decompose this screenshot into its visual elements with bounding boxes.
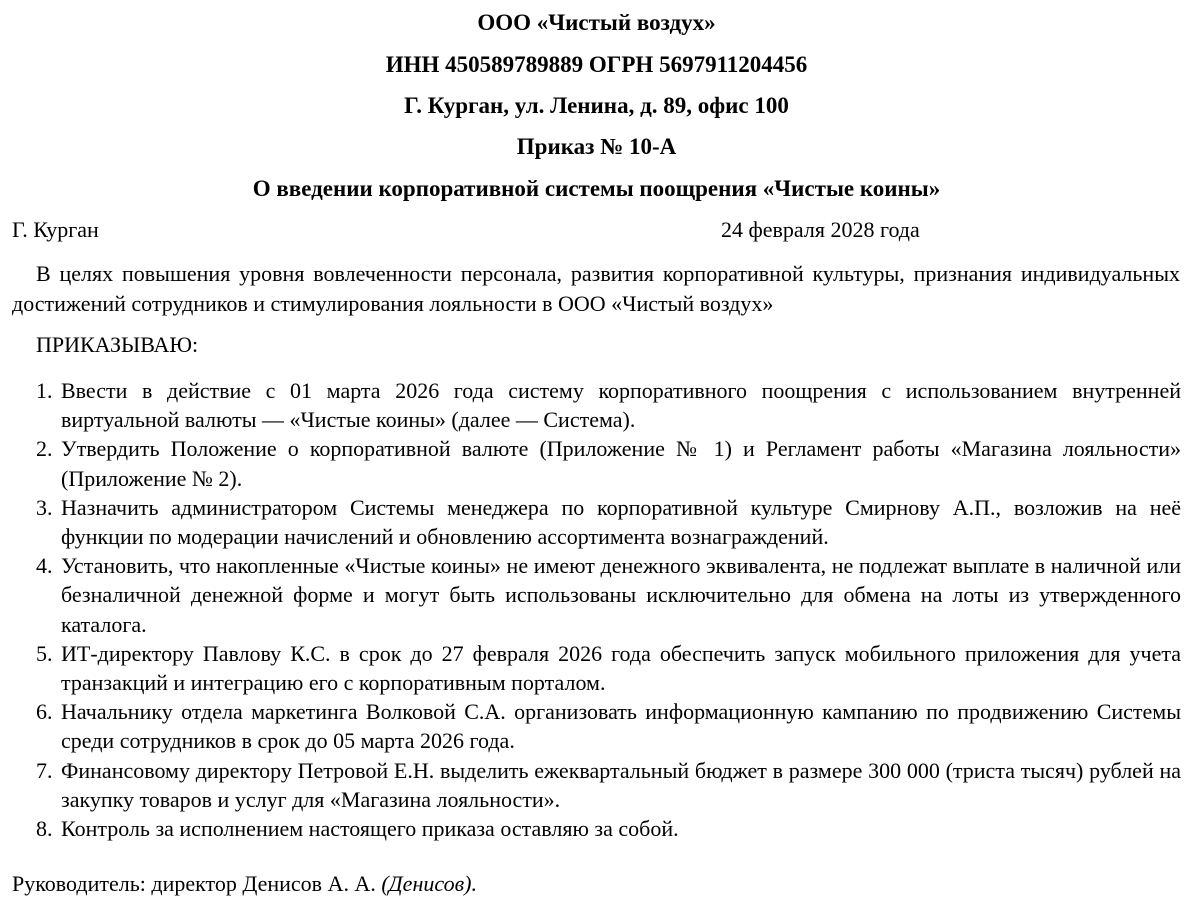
order-item-text: Назначить администратором Системы менеджера по корпоративной культуре Смирнову А.П., возложив на неё функции по модерации начислений и обновлению ассортимента вознаграждений. [61,494,1181,550]
order-item-text: ИТ-директору Павлову К.С. в срок до 27 февраля 2026 года обеспечить запуск мобильного приложения для учета транзакций и интеграцию его с корпоративным порталом. [61,640,1181,696]
order-item-number: 6. [36,699,53,725]
signature-line [12,871,477,897]
order-item-number: 3. [36,494,53,520]
order-item [36,639,1181,697]
preamble-paragraph: В целях повышения уровня вовлеченности персонала, развития корпоративной культуры, признания индивидуальных достижений сотрудников и стимулирования лояльности в ООО «Чистый воздух» [12,261,1180,316]
order-item [36,434,1181,492]
order-item-number: 7. [36,757,53,783]
company-name: ООО «Чистый воздух» [477,10,716,35]
company-address: Г. Курган, ул. Ленина, д. 89, офис 100 [404,93,789,118]
order-item-text: Финансовому директору Петровой Е.Н. выделить ежеквартальный бюджет в размере 300 000 (триста тысяч) рублей на закупку товаров и услуг для «Магазина лояльности». [61,757,1181,812]
order-item-number: 4. [36,553,53,579]
order-item-text: Установить, что накопленные «Чистые коины» не имеют денежного эквивалента, не подлежат выплате в наличной или безналичной денежной форме и могут быть использованы исключительно для обмена на лоты из утвержденного каталога. [61,553,1181,637]
order-item [36,697,1181,755]
order-item-text: Начальнику отдела маркетинга Волковой С.А. организовать информационную кампанию по продвижению Системы среди сотрудников в срок до 05 марта 2026 года. [61,699,1181,754]
order-item [36,814,1181,843]
order-item-text: Контроль за исполнением настоящего приказа оставляю за собой. [61,816,679,842]
order-item [36,551,1181,639]
signature-label: Руководитель: директор Денисов А. А. [12,871,376,896]
order-item-number: 8. [36,816,53,842]
order-item-number: 5. [36,640,53,666]
order-items-list [36,376,1181,843]
order-item [36,493,1181,551]
order-item-text: Утвердить Положение о корпоративной валюте (Приложение № 1) и Регламент работы «Магазина лояльности» (Приложение № 2). [61,436,1181,491]
order-item-number: 1. [36,378,53,403]
decree-word: ПРИКАЗЫВАЮ: [36,332,199,357]
company-registration: ИНН 450589789889 ОГРН 5697911204456 [385,52,808,77]
order-item-text: Ввести в действие с 01 марта 2026 года систему корпоративного поощрения с использованием внутренней виртуальной валюты — «Чистые коины» (далее — Система). [61,378,1181,433]
signature-name: (Денисов). [381,871,477,896]
order-item [36,376,1181,434]
order-subject: О введении корпоративной системы поощрения «Чистые коины» [252,176,941,201]
order-item [36,756,1181,814]
order-item-number: 2. [36,436,53,462]
order-city: Г. Курган [12,217,99,242]
order-number: Приказ № 10-А [516,134,677,159]
order-date: 24 февраля 2028 года [721,217,920,242]
